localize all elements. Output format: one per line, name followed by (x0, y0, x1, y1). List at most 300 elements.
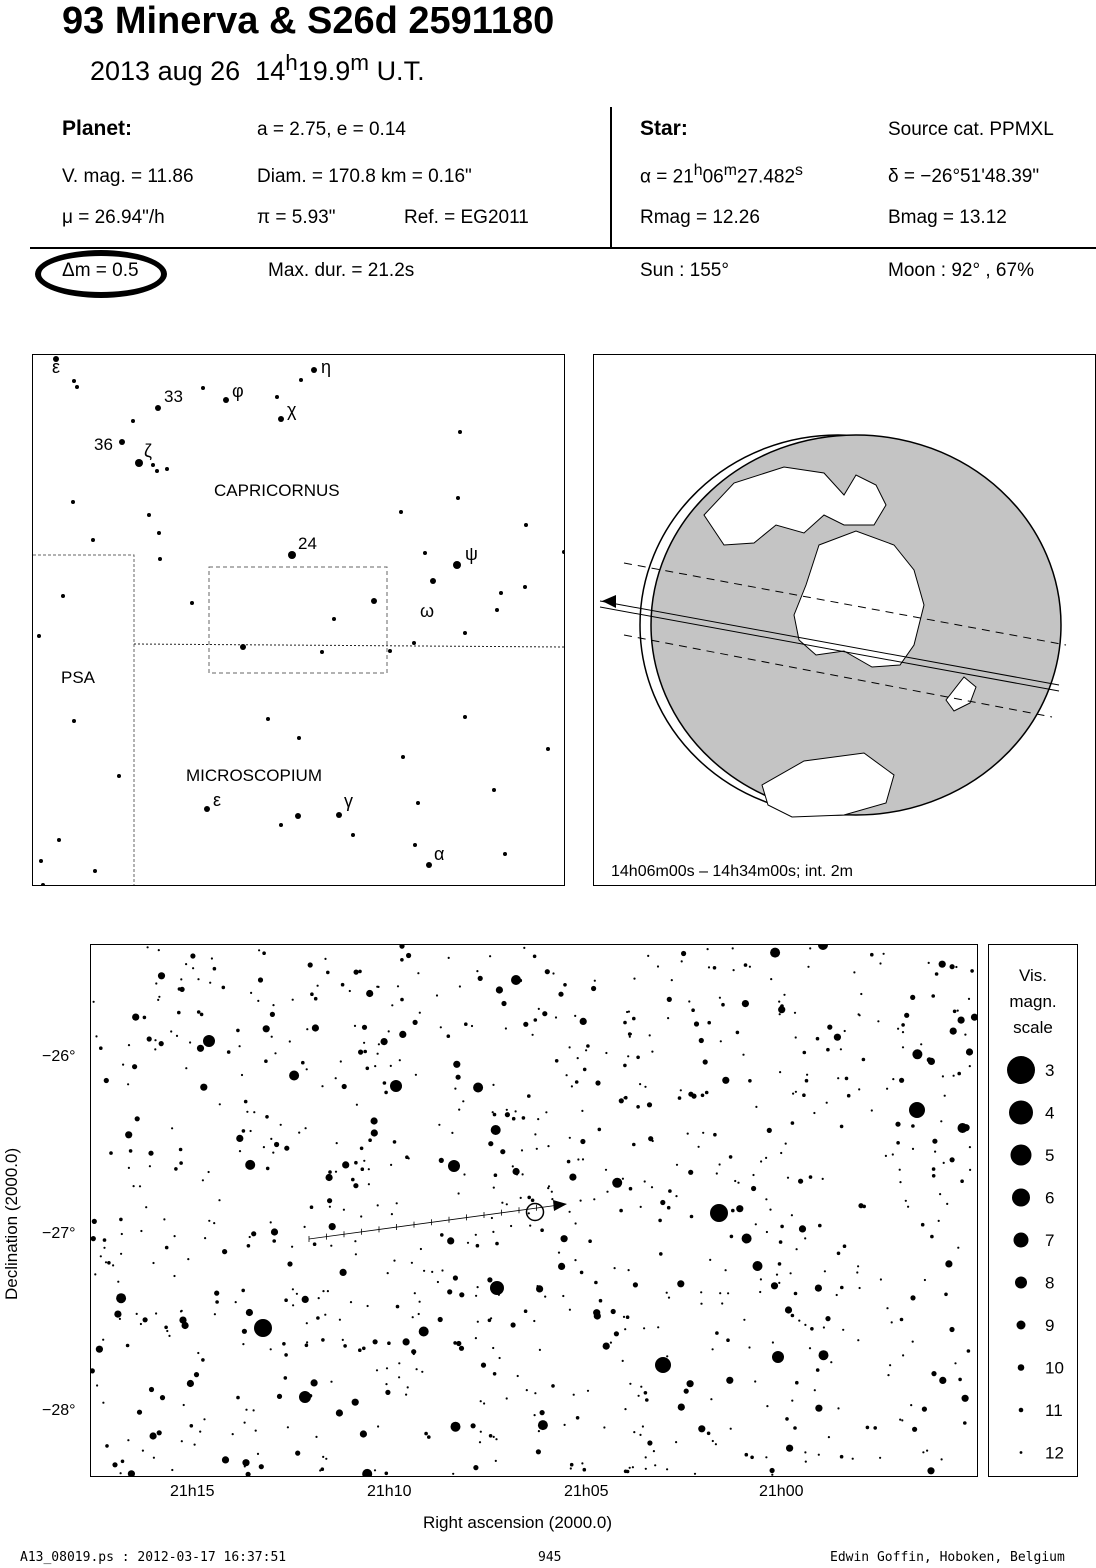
field-star (658, 1219, 662, 1223)
field-star (688, 1170, 693, 1175)
finder-star (332, 617, 336, 621)
field-star (322, 1290, 324, 1292)
field-star (495, 1438, 497, 1440)
field-star (792, 1093, 794, 1095)
field-star (475, 1295, 477, 1297)
field-star (619, 1209, 623, 1213)
field-star (880, 1278, 882, 1280)
field-star (538, 1420, 548, 1430)
field-star (651, 1051, 653, 1053)
field-star (958, 1123, 968, 1133)
field-star (476, 970, 478, 972)
field-star (840, 1455, 844, 1459)
field-star (638, 1395, 640, 1397)
field-star (533, 955, 537, 959)
field-star (705, 1091, 709, 1095)
star-rmag: Rmag = 12.26 (640, 207, 760, 228)
field-star (949, 1327, 954, 1332)
field-star (536, 1285, 543, 1292)
field-star (136, 1313, 138, 1315)
finder-star (147, 513, 151, 517)
finder-star-label: ψ (465, 544, 478, 564)
field-star (501, 1001, 506, 1006)
field-star (668, 1189, 672, 1193)
field-star (783, 994, 785, 996)
moon-info: Moon : 92° , 67% (888, 260, 1034, 281)
bright-star (909, 1102, 925, 1118)
field-star (561, 1235, 568, 1242)
field-star (709, 1259, 711, 1261)
field-star (687, 1380, 694, 1387)
field-star (667, 997, 672, 1002)
magnitude-drop: Δm = 0.5 (62, 260, 139, 281)
field-star (471, 1025, 473, 1027)
field-star (181, 1440, 183, 1442)
event-hour: 14 (255, 56, 286, 86)
field-star (858, 1088, 860, 1090)
field-star (645, 1398, 649, 1402)
field-star (862, 1205, 866, 1209)
field-star (232, 1433, 234, 1435)
field-star (734, 1180, 736, 1182)
field-star (623, 1064, 627, 1068)
field-star (649, 1034, 651, 1036)
field-star (819, 1350, 829, 1360)
field-star (304, 1226, 306, 1228)
field-star (414, 1292, 416, 1294)
field-star (295, 1451, 300, 1456)
field-star (280, 1124, 282, 1126)
field-star (147, 946, 149, 948)
field-star (454, 1088, 456, 1090)
globe-caption: 14h06m00s – 14h34m00s; int. 2m (611, 863, 853, 880)
field-star (174, 1235, 176, 1237)
field-star (944, 1293, 948, 1297)
field-star (335, 1077, 337, 1079)
field-star (642, 1425, 644, 1427)
field-star (255, 1430, 257, 1432)
field-star (242, 1129, 246, 1133)
field-star (837, 1077, 839, 1079)
field-star (791, 1314, 795, 1318)
field-star (475, 1337, 477, 1339)
field-star (712, 1348, 714, 1350)
field-star (129, 1149, 133, 1153)
field-star (203, 1418, 205, 1420)
field-star (899, 1078, 904, 1083)
bright-star (299, 1391, 311, 1403)
field-star (116, 1293, 126, 1303)
field-star (147, 1036, 152, 1041)
finder-star (524, 523, 528, 527)
field-star (891, 1321, 893, 1323)
finder-star-label: 36 (94, 435, 113, 454)
field-star (574, 1015, 576, 1017)
bright-star (390, 1080, 402, 1092)
field-star (213, 1222, 215, 1224)
field-star (377, 1053, 379, 1055)
field-star (645, 1468, 647, 1470)
field-star (563, 983, 567, 987)
field-star (901, 1419, 903, 1421)
field-star (492, 1084, 494, 1086)
legend-magnitude-label: 12 (1045, 1443, 1064, 1463)
field-star (897, 1028, 899, 1030)
field-star (362, 1025, 367, 1030)
field-star (310, 1205, 314, 1209)
bright-star (710, 1204, 728, 1222)
field-star (149, 1165, 151, 1167)
field-star (96, 1384, 98, 1386)
field-star (633, 1431, 635, 1433)
field-star (213, 967, 217, 971)
field-star (302, 1296, 309, 1303)
field-star (219, 1103, 221, 1105)
field-star (939, 1377, 946, 1384)
field-star (522, 1116, 526, 1120)
field-star (105, 1261, 107, 1263)
field-star (358, 970, 362, 974)
field-star (235, 1301, 237, 1303)
field-star (284, 1298, 288, 1302)
field-star (785, 1417, 789, 1421)
field-star (666, 1292, 668, 1294)
field-star (119, 1318, 121, 1320)
field-star (438, 1124, 440, 1126)
field-star (871, 1109, 873, 1111)
field-star (598, 1128, 602, 1132)
field-star (629, 1036, 631, 1038)
field-star (742, 1234, 752, 1244)
field-star (750, 1456, 754, 1460)
field-star (91, 1368, 95, 1373)
field-star (241, 1289, 245, 1293)
field-star (932, 1167, 936, 1171)
field-star (480, 1400, 482, 1402)
field-star (289, 1040, 291, 1042)
field-star (632, 1143, 636, 1147)
field-star (836, 1294, 838, 1296)
field-star (298, 1132, 300, 1134)
field-star (272, 1152, 274, 1154)
field-star (189, 1041, 191, 1043)
field-star (879, 962, 881, 964)
finder-star (39, 859, 43, 863)
field-star (809, 947, 811, 949)
field-star (185, 1067, 187, 1069)
field-star (804, 1237, 806, 1239)
field-star (902, 1354, 904, 1356)
field-star (505, 1027, 507, 1029)
field-star (244, 1422, 246, 1424)
field-star (809, 1347, 811, 1349)
field-star (862, 1058, 866, 1062)
field-star (828, 1436, 830, 1438)
field-star (921, 1223, 925, 1227)
legend-symbol (1009, 1101, 1033, 1125)
field-star (342, 1339, 344, 1341)
field-star (168, 1335, 170, 1337)
field-star (586, 1044, 590, 1048)
field-star (900, 1318, 904, 1322)
field-star (165, 1246, 169, 1250)
legend-magnitude-label: 4 (1045, 1103, 1055, 1123)
field-star (96, 1346, 103, 1353)
field-star (322, 1456, 324, 1458)
field-star (794, 1292, 798, 1296)
header-divider (610, 107, 612, 247)
field-star (493, 1187, 495, 1189)
field-star (419, 1327, 429, 1337)
field-star (938, 1220, 940, 1222)
field-star (491, 1125, 501, 1135)
field-star (708, 966, 710, 968)
field-star (953, 1075, 955, 1077)
field-star (282, 1342, 286, 1346)
field-star (845, 1077, 849, 1081)
field-star (552, 972, 554, 974)
field-star (242, 1459, 249, 1466)
footer-page: 945 (538, 1550, 562, 1565)
field-star (639, 1434, 641, 1436)
field-star (912, 1049, 922, 1059)
field-star (840, 1125, 844, 1129)
field-star (126, 1344, 130, 1348)
finder-star-label: 24 (298, 534, 317, 553)
field-star (148, 1151, 153, 1156)
field-star (242, 1329, 247, 1334)
field-star (179, 1161, 183, 1165)
field-star (236, 1135, 243, 1142)
field-star (473, 1083, 483, 1093)
field-star (879, 1457, 881, 1459)
field-star (633, 1282, 638, 1287)
field-star (163, 1218, 165, 1220)
field-star (194, 1444, 196, 1446)
field-star (969, 1146, 971, 1148)
field-star (856, 1271, 858, 1273)
field-star (736, 1205, 743, 1212)
max-duration: Max. dur. = 21.2s (268, 260, 415, 281)
field-star (707, 948, 709, 950)
field-star (496, 986, 503, 993)
field-star (197, 1045, 204, 1052)
field-star (580, 1139, 585, 1144)
field-star (688, 1000, 690, 1002)
field-star (105, 1444, 109, 1448)
globe-panel (593, 354, 1096, 886)
field-star (257, 1453, 259, 1455)
field-star (837, 1407, 839, 1409)
field-star (791, 1121, 795, 1125)
field-star (814, 1389, 816, 1391)
field-star (816, 1037, 820, 1041)
field-star (274, 1142, 279, 1147)
field-star (931, 1371, 936, 1376)
field-star (766, 1405, 768, 1407)
field-star (356, 1104, 358, 1106)
field-star (122, 1064, 124, 1066)
field-star (780, 1152, 782, 1154)
field-star (623, 1097, 625, 1099)
field-star (883, 953, 885, 955)
field-star (540, 1410, 545, 1415)
finder-star (135, 459, 143, 467)
field-star (360, 1147, 364, 1151)
legend-magnitude-label: 9 (1045, 1316, 1055, 1335)
legend-symbol (1014, 1233, 1029, 1248)
finder-star (399, 510, 403, 514)
field-star (405, 1394, 407, 1396)
field-star (857, 1265, 859, 1267)
field-star (805, 1079, 809, 1083)
finder-star (91, 538, 95, 542)
field-star (501, 1202, 503, 1204)
field-star (824, 1270, 826, 1272)
field-star (545, 1111, 547, 1113)
star-bmag: Bmag = 13.12 (888, 207, 1007, 228)
field-star (187, 1380, 194, 1387)
field-star (969, 1065, 971, 1067)
field-star (626, 1011, 628, 1013)
field-star (291, 1246, 293, 1248)
field-star (316, 1316, 320, 1320)
field-star (870, 953, 874, 957)
field-star (643, 1327, 645, 1329)
field-star (492, 1231, 494, 1233)
field-star (328, 1170, 332, 1174)
field-star (899, 1419, 901, 1421)
finder-star-label: φ (232, 381, 244, 401)
field-star (791, 1400, 793, 1402)
field-star (751, 1186, 756, 1191)
field-star (654, 1464, 656, 1466)
field-star (928, 1058, 935, 1065)
field-star (950, 1028, 957, 1035)
field-star (932, 1174, 936, 1178)
field-star (562, 1295, 564, 1297)
field-star (715, 1331, 719, 1335)
finder-star (416, 801, 420, 805)
field-star (127, 1083, 129, 1085)
field-star (520, 1197, 522, 1199)
field-star (246, 1111, 248, 1113)
field-star (911, 1124, 915, 1128)
field-star (583, 1068, 587, 1072)
field-star (336, 1142, 338, 1144)
field-star (340, 1269, 347, 1276)
field-star (647, 1440, 652, 1445)
field-star (748, 1079, 752, 1083)
finder-star (295, 813, 301, 819)
field-star (742, 1000, 749, 1007)
finder-star (41, 883, 45, 885)
field-star (489, 955, 491, 957)
field-star (766, 1231, 768, 1233)
field-star (109, 1151, 113, 1155)
field-star (922, 1407, 927, 1412)
field-star (771, 1282, 778, 1289)
field-star (523, 1022, 528, 1027)
bright-star (818, 945, 828, 950)
field-star (932, 1139, 937, 1144)
field-star (713, 966, 717, 970)
field-star (901, 1023, 905, 1027)
field-star (910, 1404, 912, 1406)
field-star (555, 1016, 557, 1018)
field-star (716, 1172, 718, 1174)
field-star (684, 1389, 689, 1394)
field-star (726, 1338, 730, 1342)
field-star (352, 1399, 359, 1406)
field-star (968, 998, 970, 1000)
field-star (419, 1301, 421, 1303)
field-star (329, 1206, 331, 1208)
field-star (306, 1341, 308, 1343)
field-star (569, 1211, 571, 1213)
field-star (822, 1178, 824, 1180)
finder-star (412, 641, 416, 645)
field-star (574, 1259, 576, 1261)
field-star (780, 1004, 784, 1008)
finder-star (278, 416, 284, 422)
field-star (712, 1440, 714, 1442)
field-star (209, 982, 211, 984)
field-star (912, 1427, 917, 1432)
field-star (120, 1253, 122, 1255)
page-title: 93 Minerva & S26d 2591180 (62, 0, 555, 42)
field-star (190, 953, 195, 958)
field-star (312, 1024, 319, 1031)
field-star (396, 1202, 398, 1204)
field-star (569, 1174, 576, 1181)
field-star (844, 1030, 846, 1032)
field-star (555, 1059, 559, 1063)
field-star (677, 1280, 684, 1287)
field-star (759, 1291, 761, 1293)
field-star (456, 1075, 461, 1080)
field-star (834, 1034, 841, 1041)
field-star (730, 1235, 734, 1239)
legend-title-line: magn. (1009, 992, 1057, 1011)
field-star (538, 1430, 540, 1432)
field-star (804, 1324, 806, 1326)
field-star (473, 1465, 478, 1470)
field-star (227, 1050, 231, 1054)
field-star (390, 1164, 392, 1166)
event-datetime (90, 50, 425, 87)
field-star (575, 1222, 577, 1224)
field-star (802, 1093, 806, 1097)
star-chart (90, 944, 978, 1477)
field-star (887, 1374, 889, 1376)
finder-star (158, 557, 162, 561)
field-star (171, 1127, 173, 1129)
field-star (873, 1426, 877, 1430)
field-star (120, 1472, 122, 1474)
field-star (393, 1140, 397, 1144)
field-star (500, 1149, 505, 1154)
finder-star (499, 591, 503, 595)
field-star (152, 1262, 154, 1264)
field-star (493, 1436, 495, 1438)
field-star (660, 1200, 665, 1205)
field-star (719, 1163, 721, 1165)
field-star (387, 1272, 389, 1274)
field-star (251, 1231, 256, 1236)
field-star (128, 1044, 130, 1046)
field-star (102, 1402, 104, 1404)
